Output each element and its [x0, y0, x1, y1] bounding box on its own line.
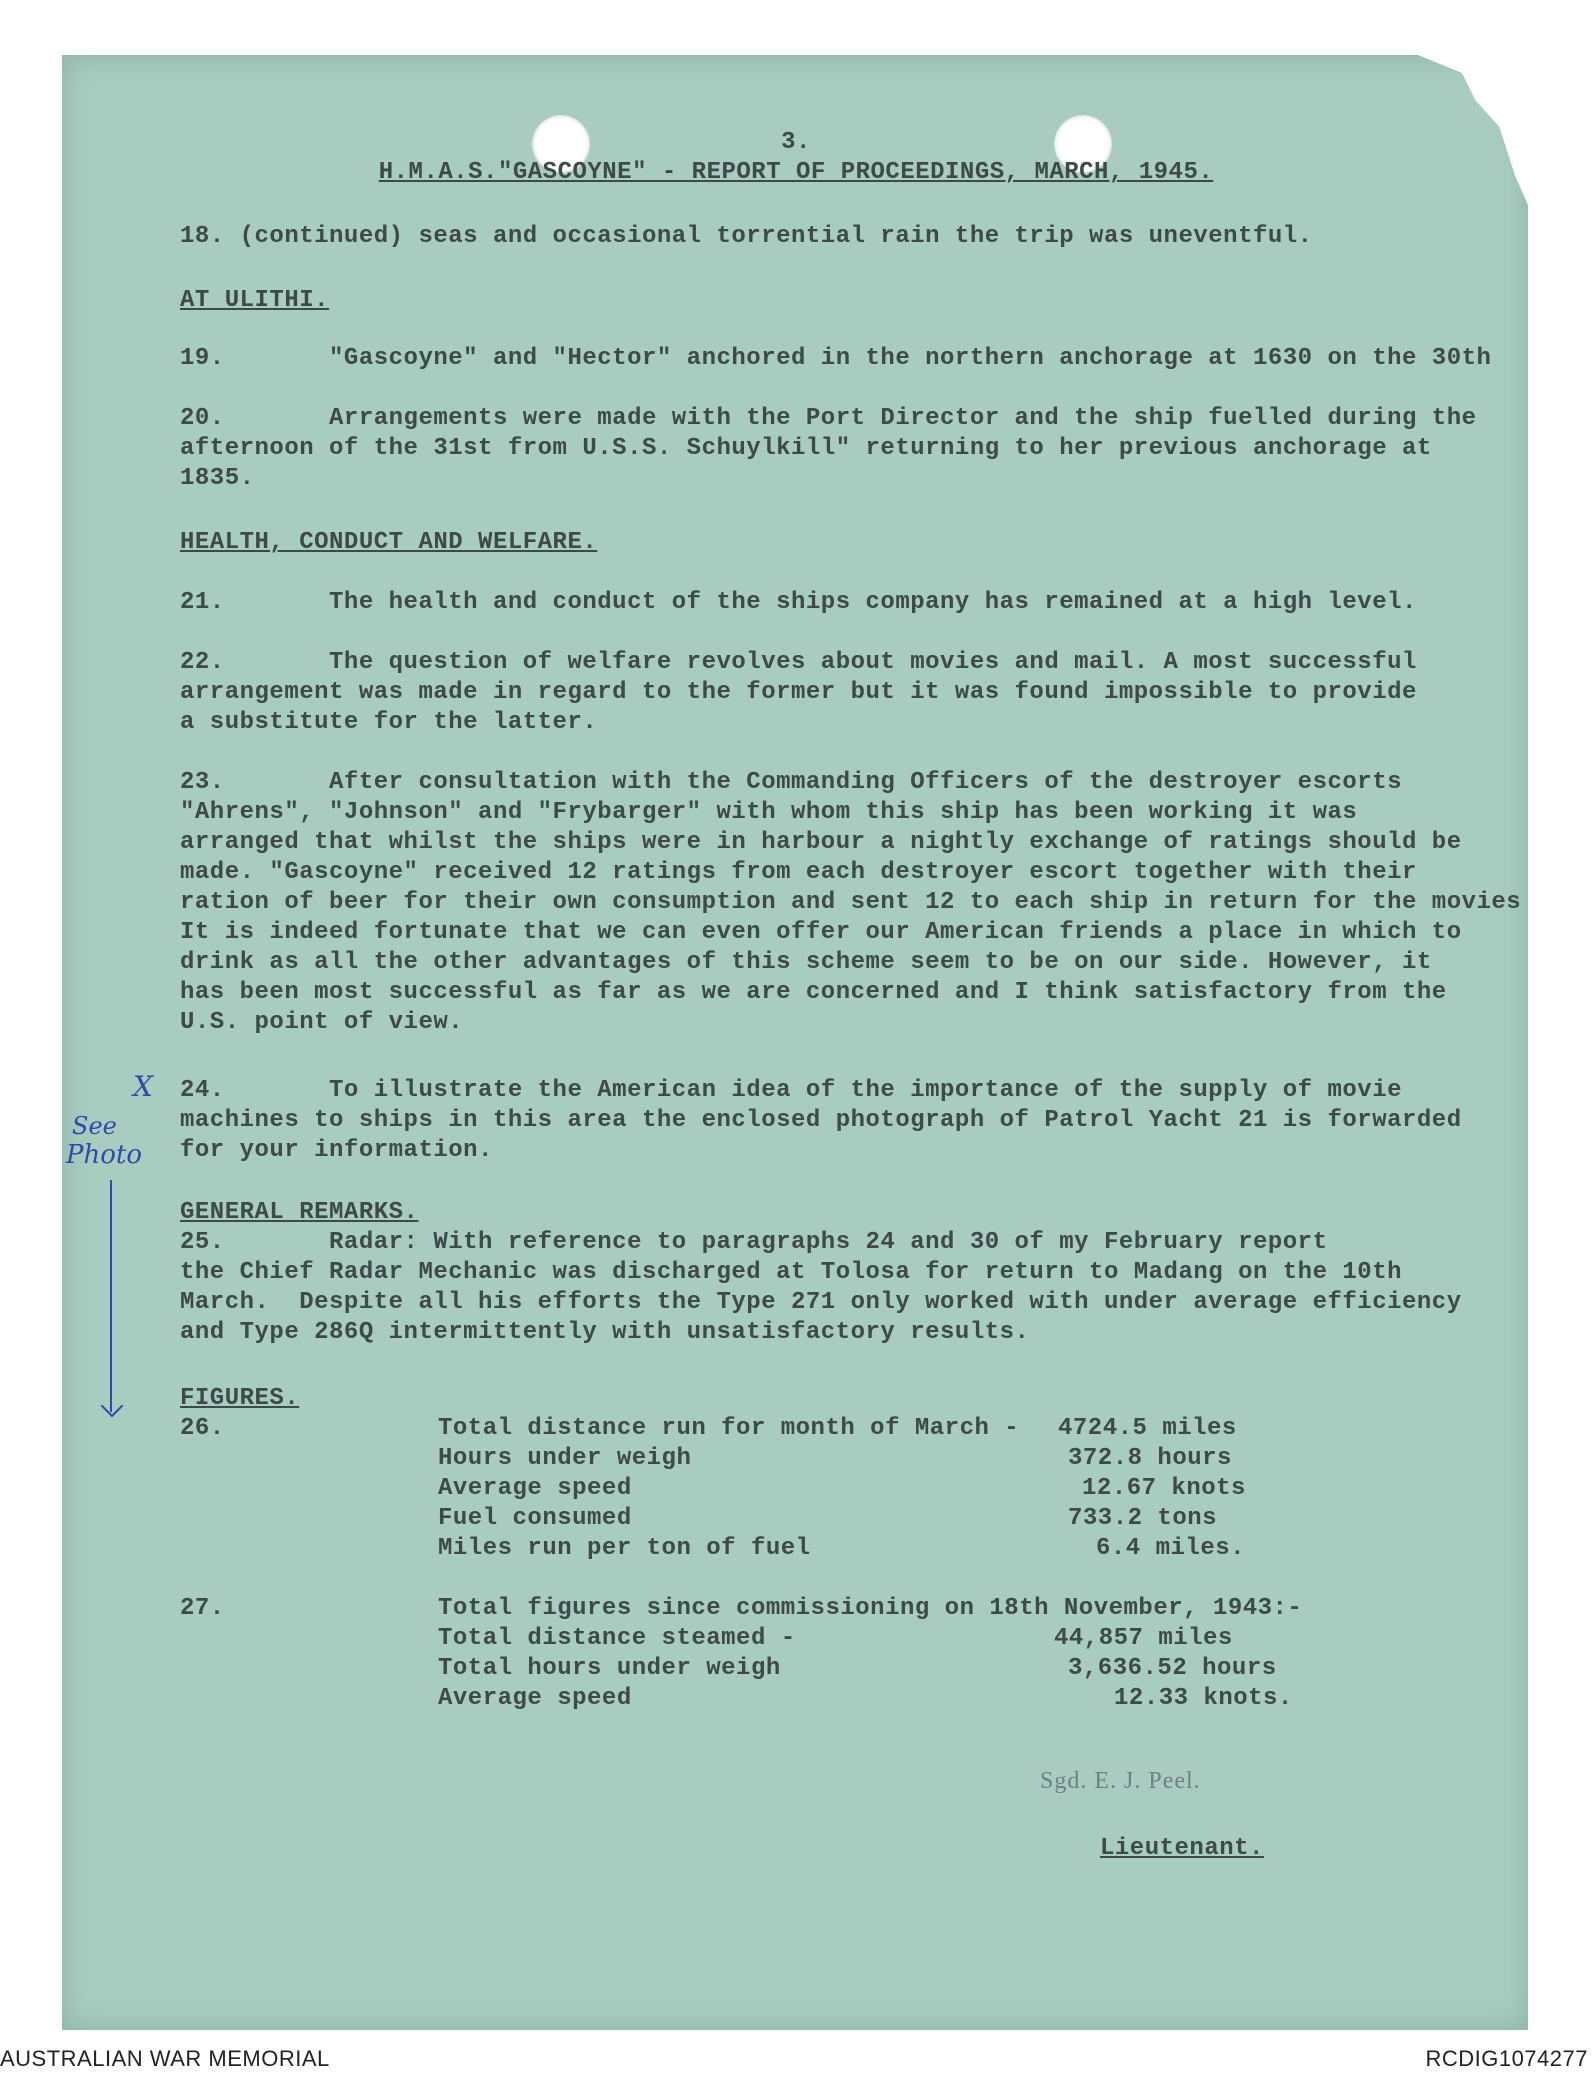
- handwritten-x-mark: X: [133, 1070, 153, 1103]
- para-20-line-2: afternoon of the 31st from U.S.S. Schuylkill" returning to her previous anchorage at: [180, 435, 1432, 462]
- figure-value: 733.2 tons: [1068, 1505, 1218, 1532]
- figure-label: Miles run per ton of fuel: [438, 1535, 811, 1562]
- para-25-line-1: 25. Radar: With reference to paragraphs 24 and 30 of my February report: [180, 1229, 1328, 1256]
- para-23-line-7: drink as all the other advantages of this scheme seem to be on our side. However, it: [180, 949, 1432, 976]
- handwritten-arrow-line: [110, 1180, 112, 1412]
- para-20-line-1: 20. Arrangements were made with the Port Director and the ship fuelled during the: [180, 405, 1477, 432]
- figure-label: Average speed: [438, 1475, 632, 1502]
- handwritten-note-see: See: [72, 1112, 117, 1140]
- para-21: 21. The health and conduct of the ships company has remained at a high level.: [180, 589, 1417, 616]
- para-23-line-4: made. "Gascoyne" received 12 ratings from each destroyer escort together with their: [180, 859, 1417, 886]
- para-26-number: 26.: [180, 1415, 225, 1442]
- para-22-line-2: arrangement was made in regard to the former but it was found impossible to provide: [180, 679, 1417, 706]
- heading-at-ulithi: AT ULITHI.: [180, 287, 330, 314]
- footer-record-id: RCDIG1074277: [1425, 2046, 1588, 2071]
- footer-archive-name: AUSTRALIAN WAR MEMORIAL: [0, 2046, 330, 2071]
- para-23-line-8: has been most successful as far as we are concerned and I think satisfactory from the: [180, 979, 1447, 1006]
- figure-value: 12.67 knots: [1082, 1475, 1246, 1502]
- report-header: H.M.A.S."GASCOYNE" - REPORT OF PROCEEDINGS, MARCH, 1945.: [378, 159, 1214, 186]
- heading-figures: FIGURES.: [180, 1385, 300, 1412]
- para-24-line-1: 24. To illustrate the American idea of the importance of the supply of movie: [180, 1077, 1402, 1104]
- figure-label: Hours under weigh: [438, 1445, 692, 1472]
- para-20-line-3: 1835.: [180, 465, 255, 492]
- para-18-continued: 18. (continued) seas and occasional torrential rain the trip was uneventful.: [180, 223, 1313, 250]
- figure-value: 372.8 hours: [1068, 1445, 1232, 1472]
- figure-label: Average speed: [438, 1685, 632, 1712]
- para-23-line-1: 23. After consultation with the Commanding Officers of the destroyer escorts: [180, 769, 1402, 796]
- handwritten-note-photo: Photo: [66, 1140, 142, 1170]
- heading-health: HEALTH, CONDUCT AND WELFARE.: [180, 529, 598, 556]
- figure-value: 44,857 miles: [1054, 1625, 1233, 1652]
- figure-label: Fuel consumed: [438, 1505, 632, 1532]
- figure-label: Total distance steamed -: [438, 1625, 796, 1652]
- heading-general-remarks: GENERAL REMARKS.: [180, 1199, 419, 1226]
- para-23-line-5: ration of beer for their own consumption and sent 12 to each ship in return for the movies: [180, 889, 1522, 916]
- signature-stamp: Sgd. E. J. Peel.: [1040, 1768, 1201, 1794]
- figure-label: Total hours under weigh: [438, 1655, 781, 1682]
- para-22-line-1: 22. The question of welfare revolves about movies and mail. A most successful: [180, 649, 1417, 676]
- para-24-line-3: for your information.: [180, 1137, 493, 1164]
- para-23-line-9: U.S. point of view.: [180, 1009, 464, 1036]
- para-23-line-6: It is indeed fortunate that we can even offer our American friends a place in which to: [180, 919, 1462, 946]
- para-25-line-2: the Chief Radar Mechanic was discharged at Tolosa for return to Madang on the 10th: [180, 1259, 1402, 1286]
- para-24-line-2: machines to ships in this area the enclosed photograph of Patrol Yacht 21 is forwarded: [180, 1107, 1462, 1134]
- para-27-number: 27.: [180, 1595, 225, 1622]
- para-19: 19. "Gascoyne" and "Hector" anchored in the northern anchorage at 1630 on the 30th: [180, 345, 1492, 372]
- para-25-line-3: March. Despite all his efforts the Type 271 only worked with under average efficiency: [180, 1289, 1462, 1316]
- figure-value: 3,636.52 hours: [1068, 1655, 1277, 1682]
- figure-value: 4724.5 miles: [1058, 1415, 1237, 1442]
- signatory-rank: Lieutenant.: [1100, 1835, 1264, 1862]
- para-22-line-3: a substitute for the latter.: [180, 709, 598, 736]
- figure-value: 12.33 knots.: [1114, 1685, 1293, 1712]
- para-25-line-4: and Type 286Q intermittently with unsatisfactory results.: [180, 1319, 1030, 1346]
- para-23-line-3: arranged that whilst the ships were in harbour a nightly exchange of ratings should be: [180, 829, 1462, 856]
- para-27-intro: Total figures since commissioning on 18th November, 1943:-: [438, 1595, 1303, 1622]
- para-23-line-2: "Ahrens", "Johnson" and "Frybarger" with whom this ship has been working it was: [180, 799, 1358, 826]
- page-number: 3.: [781, 129, 811, 156]
- figure-label: Total distance run for month of March -: [438, 1415, 1020, 1442]
- figure-value: 6.4 miles.: [1096, 1535, 1246, 1562]
